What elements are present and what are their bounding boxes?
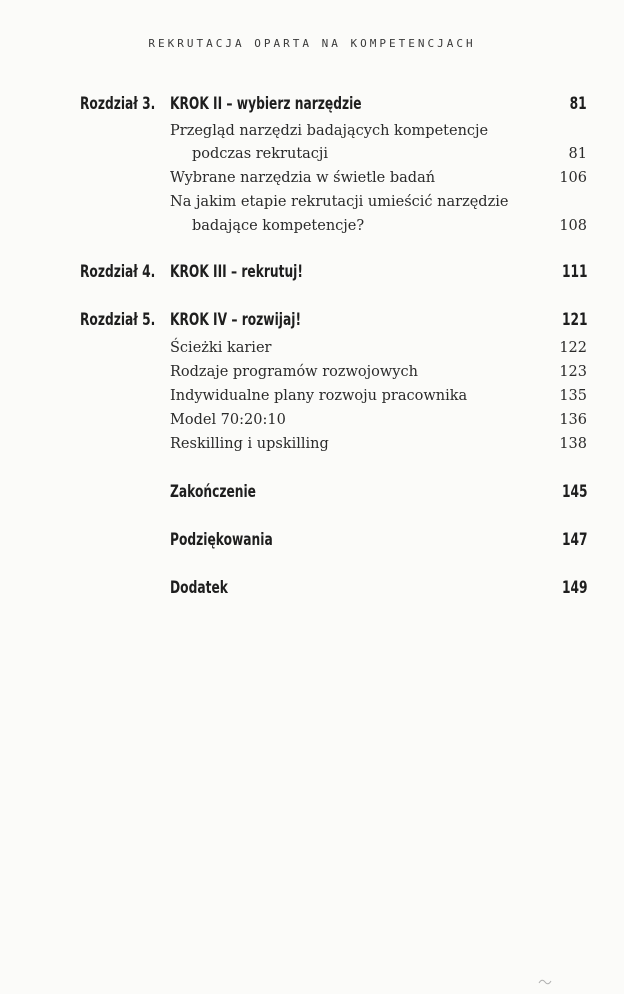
chapter-3-row[interactable] [0, 92, 624, 118]
toc-entry-3-1-line1[interactable]: Przegląd narzędzi badających kompetencje [170, 123, 489, 139]
chapter-3-title: KROK II – wybierz narzędzie [170, 94, 362, 114]
podziekowania-page: 147 [561, 530, 587, 550]
toc-entry-3-3-line1[interactable]: Na jakim etapie rekrutacji umieścić narzędzie [170, 194, 509, 210]
zakonczenie-title: Zakończenie [170, 482, 256, 502]
dodatek-page: 149 [561, 578, 587, 598]
dodatek-title: Dodatek [170, 578, 228, 598]
chapter-5-page: 121 [561, 310, 587, 330]
toc-entry-3-2-page: 106 [559, 170, 587, 186]
running-header: REKRUTACJA OPARTA NA KOMPETENCJACH [148, 37, 476, 50]
podziekowania-title: Podziękowania [170, 530, 273, 550]
zakonczenie-row[interactable] [0, 480, 624, 506]
toc-entry-3-1-line2[interactable]: podczas rekrutacji [192, 146, 329, 162]
toc-entry-5-5-page: 138 [559, 436, 587, 452]
chapter-4-title: KROK III – rekrutuj! [170, 262, 303, 282]
toc-entry-5-4[interactable]: Model 70:20:10 [170, 412, 286, 428]
chapter-4-page: 111 [561, 262, 587, 282]
podziekowania-row[interactable] [0, 528, 624, 554]
toc-entry-3-2[interactable]: Wybrane narzędzia w świetle badań [170, 170, 436, 186]
chapter-4-row[interactable] [0, 260, 624, 286]
zakonczenie-page: 145 [561, 482, 587, 502]
toc-entry-5-3-page: 135 [559, 388, 587, 404]
toc-entry-5-1-page: 122 [559, 340, 587, 356]
chapter-4-label: Rozdział 4. [80, 262, 156, 282]
chapter-3-page: 81 [569, 94, 587, 114]
toc-entry-5-5[interactable]: Reskilling i upskilling [170, 436, 329, 452]
toc-entry-3-3-page: 108 [559, 218, 587, 234]
chapter-3-label: Rozdział 3. [80, 94, 156, 114]
toc-entry-5-2[interactable]: Rodzaje programów rozwojowych [170, 364, 418, 380]
chapter-5-label: Rozdział 5. [80, 310, 156, 330]
toc-entry-5-4-page: 136 [559, 412, 587, 428]
toc-entry-3-1-page: 81 [568, 146, 587, 162]
toc-entry-3-3-line2[interactable]: badające kompetencje? [192, 218, 365, 234]
page-smudge-icon [538, 977, 552, 985]
chapter-5-row[interactable] [0, 308, 624, 334]
dodatek-row[interactable] [0, 576, 624, 602]
toc-entry-5-2-page: 123 [559, 364, 587, 380]
toc-entry-5-3[interactable]: Indywidualne plany rozwoju pracownika [170, 388, 468, 404]
chapter-5-title: KROK IV – rozwijaj! [170, 310, 302, 330]
toc-entry-5-1[interactable]: Ścieżki karier [170, 340, 272, 356]
